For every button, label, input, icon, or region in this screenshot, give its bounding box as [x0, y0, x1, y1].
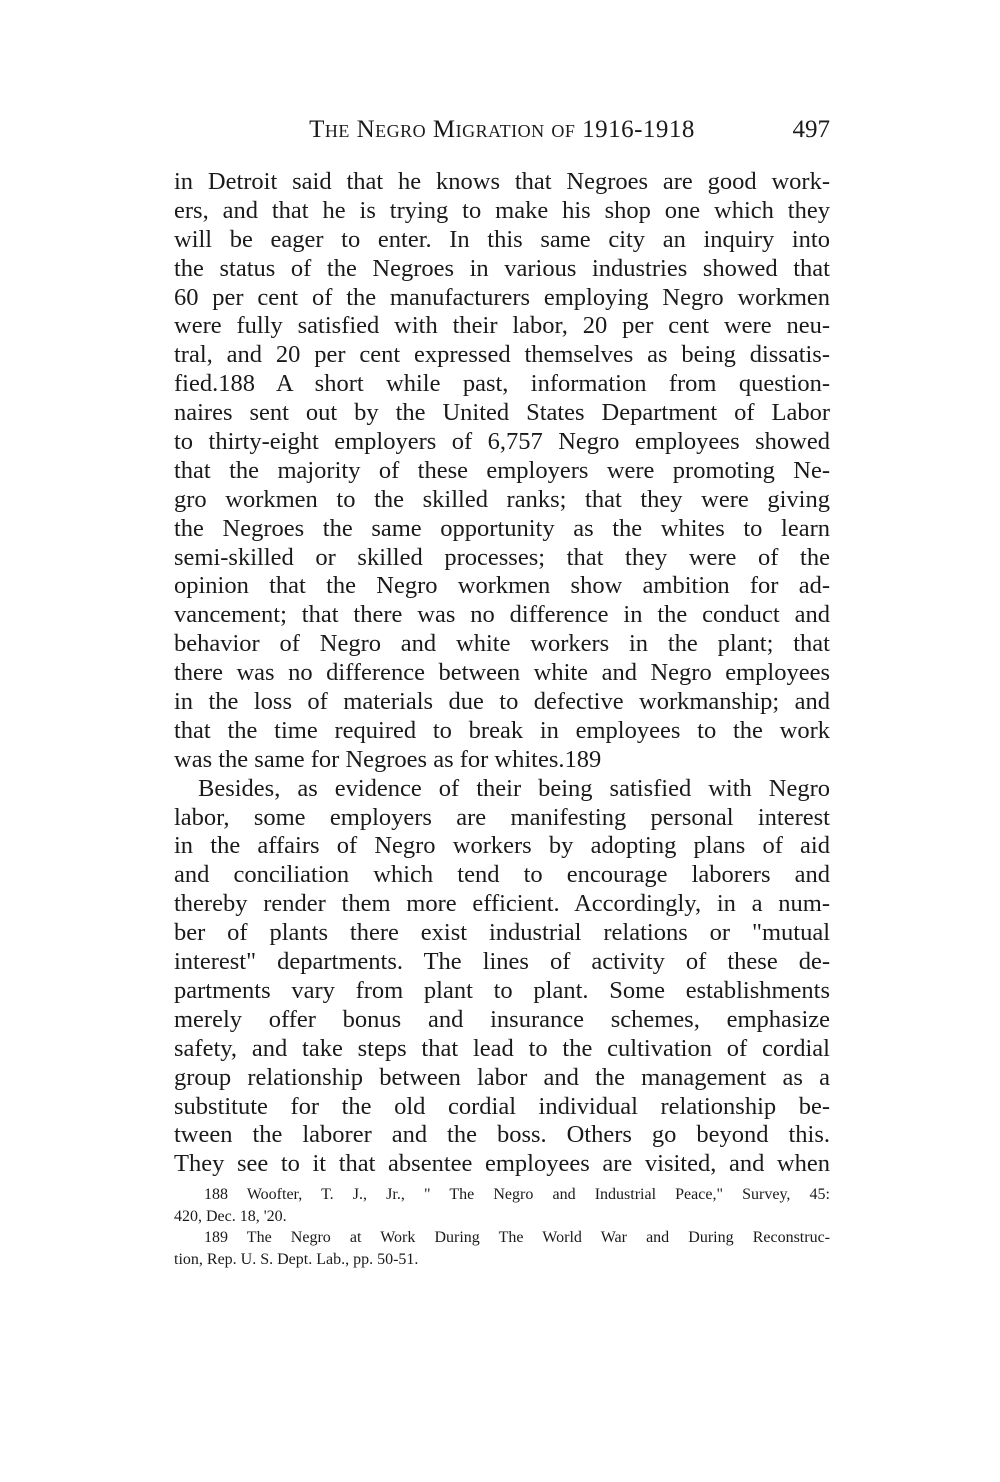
- text-line: interest" departments. The lines of activity of these de-: [174, 948, 830, 976]
- text-line: the status of the Negroes in various industries showed that: [174, 254, 830, 282]
- running-title: The Negro Migration of 1916-1918: [309, 116, 695, 143]
- text-line: there was no difference between white and Negro employees: [174, 659, 830, 687]
- footnote-189-line: 189 The Negro at Work During The World War and During Reconstruc-: [204, 1229, 830, 1246]
- text-line: tween the laborer and the boss. Others go beyond this.: [174, 1121, 830, 1149]
- text-line: were fully satisfied with their labor, 20 per cent were neu-: [174, 312, 830, 340]
- text-line: ers, and that he is trying to make his shop one which they: [174, 196, 830, 224]
- text-line: fied.188 A short while past, information from question-: [174, 370, 830, 398]
- footnote-188-line: 188 Woofter, T. J., Jr., " The Negro and Industrial Peace," Survey, 45:: [204, 1186, 830, 1203]
- text-line: will be eager to enter. In this same city an inquiry into: [174, 225, 830, 253]
- text-line: opinion that the Negro workmen show ambition for ad-: [174, 572, 830, 600]
- text-line: in the affairs of Negro workers by adopting plans of aid: [174, 832, 830, 860]
- text-line: partments vary from plant to plant. Some establishments: [174, 976, 830, 1004]
- text-line: semi-skilled or skilled processes; that they were of the: [174, 543, 830, 571]
- text-line: thereby render them more efficient. Accordingly, in a num-: [174, 890, 830, 918]
- text-line: 60 per cent of the manufacturers employing Negro workmen: [174, 283, 830, 311]
- text-line: that the majority of these employers were promoting Ne-: [174, 456, 830, 484]
- text-line: in the loss of materials due to defective workmanship; and: [174, 688, 830, 716]
- footnote-189-line: tion, Rep. U. S. Dept. Lab., pp. 50-51.: [174, 1250, 419, 1268]
- text-line: to thirty-eight employers of 6,757 Negro employees showed: [174, 428, 830, 456]
- running-head: [174, 114, 830, 146]
- text-line: ber of plants there exist industrial relations or "mutual: [174, 919, 830, 947]
- text-line: gro workmen to the skilled ranks; that they were giving: [174, 485, 830, 513]
- text-line: the Negroes the same opportunity as the whites to learn: [174, 514, 830, 542]
- text-line: They see to it that absentee employees are visited, and when: [174, 1150, 830, 1178]
- footnote-188-line: 420, Dec. 18, '20.: [174, 1207, 287, 1225]
- text-line: and conciliation which tend to encourage laborers and: [174, 861, 830, 889]
- body-text: [174, 168, 830, 1179]
- text-line: safety, and take steps that lead to the cultivation of cordial: [174, 1034, 830, 1062]
- footnotes: [174, 1184, 830, 1270]
- text-line: substitute for the old cordial individual relationship be-: [174, 1092, 830, 1120]
- text-line: was the same for Negroes as for whites.189: [174, 745, 602, 773]
- text-line: tral, and 20 per cent expressed themselves as being dissatis-: [174, 341, 830, 369]
- text-line: Besides, as evidence of their being satisfied with Negro: [198, 774, 830, 802]
- text-line: group relationship between labor and the management as a: [174, 1063, 830, 1091]
- text-line: vancement; that there was no difference in the conduct and: [174, 601, 830, 629]
- page-number: 497: [792, 116, 830, 143]
- text-line: naires sent out by the United States Department of Labor: [174, 399, 830, 427]
- text-line: in Detroit said that he knows that Negroes are good work-: [174, 168, 830, 195]
- text-line: labor, some employers are manifesting personal interest: [174, 803, 830, 831]
- text-line: behavior of Negro and white workers in the plant; that: [174, 630, 830, 658]
- text-line: merely offer bonus and insurance schemes, emphasize: [174, 1005, 830, 1033]
- text-line: that the time required to break in employees to the work: [174, 716, 830, 744]
